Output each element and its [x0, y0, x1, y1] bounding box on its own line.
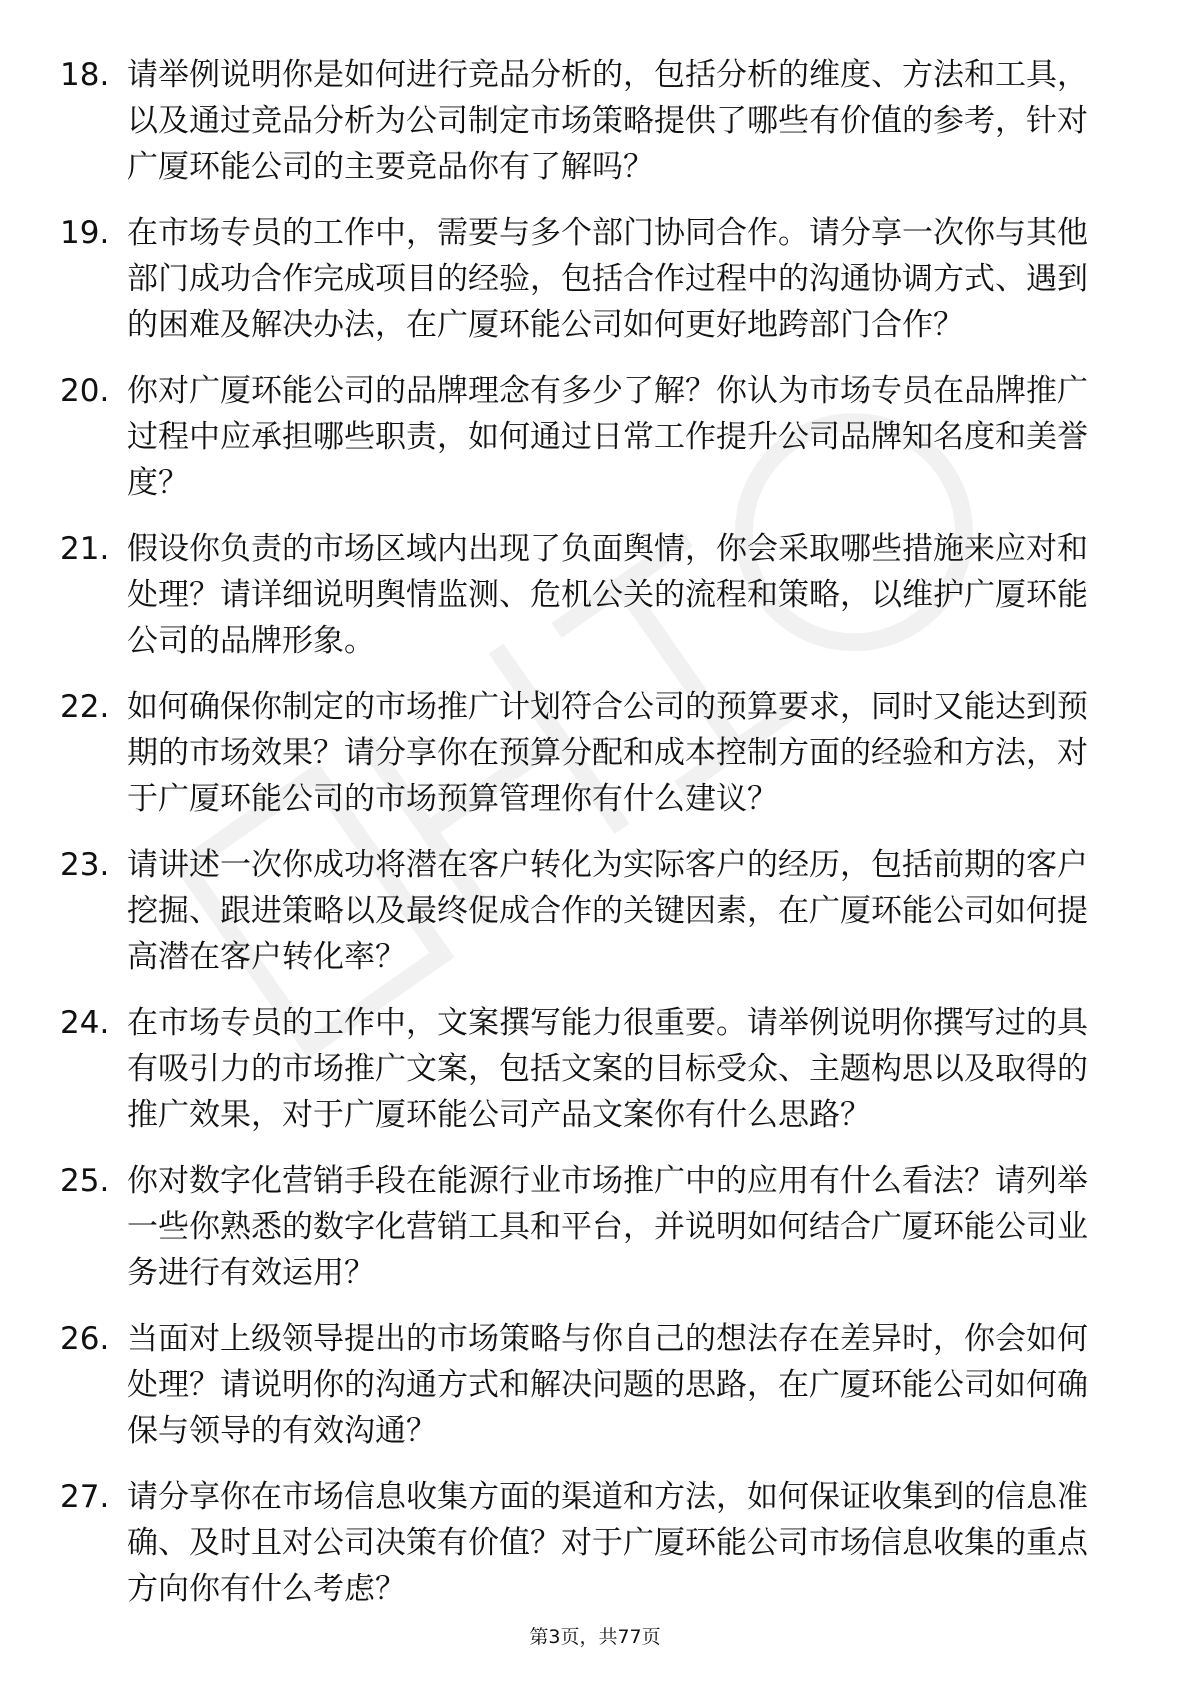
- question-list: [0, 52, 1190, 1632]
- list-item: [0, 210, 1190, 348]
- question-number: 27.: [60, 1479, 110, 1515]
- question-text: 请举例说明你是如何进行竞品分析的，包括分析的维度、方法和工具，以及通过竞品分析为公司制定市场策略提供了哪些有价值的参考，针对广厦环能公司的主要竞品你有了解吗？: [127, 57, 1088, 185]
- question-number: 21.: [60, 531, 110, 567]
- question-number: 22.: [60, 689, 110, 725]
- question-text: 当面对上级领导提出的市场策略与你自己的想法存在差异时，你会如何处理？请说明你的沟通方式和解决问题的思路，在广厦环能公司如何确保与领导的有效沟通？: [127, 1321, 1088, 1449]
- question-number: 23.: [60, 847, 110, 883]
- list-item: [0, 1316, 1190, 1454]
- question-text: 请分享你在市场信息收集方面的渠道和方法，如何保证收集到的信息准确、及时且对公司决策有价值？对于广厦环能公司市场信息收集的重点方向你有什么考虑？: [127, 1479, 1088, 1607]
- question-text: 假设你负责的市场区域内出现了负面舆情，你会采取哪些措施来应对和处理？请详细说明舆情监测、危机公关的流程和策略，以维护广厦环能公司的品牌形象。: [127, 531, 1088, 659]
- page-footer: 第3页，共77页: [529, 1626, 661, 1648]
- list-item: [0, 684, 1190, 822]
- question-text: 请讲述一次你成功将潜在客户转化为实际客户的经历，包括前期的客户挖掘、跟进策略以及最终促成合作的关键因素，在广厦环能公司如何提高潜在客户转化率？: [127, 847, 1088, 975]
- question-text: 如何确保你制定的市场推广计划符合公司的预算要求，同时又能达到预期的市场效果？请分享你在预算分配和成本控制方面的经验和方法，对于广厦环能公司的市场预算管理你有什么建议？: [127, 689, 1088, 817]
- list-item: [0, 368, 1190, 506]
- question-text: 你对广厦环能公司的品牌理念有多少了解？你认为市场专员在品牌推广过程中应承担哪些职责，如何通过日常工作提升公司品牌知名度和美誉度？: [127, 373, 1088, 501]
- list-item: [0, 1474, 1190, 1612]
- question-number: 25.: [60, 1163, 110, 1199]
- question-text: 在市场专员的工作中，需要与多个部门协同合作。请分享一次你与其他部门成功合作完成项目的经验，包括合作过程中的沟通协调方式、遇到的困难及解决办法，在广厦环能公司如何更好地跨部门合作？: [127, 215, 1088, 343]
- list-item: [0, 526, 1190, 664]
- question-number: 18.: [60, 57, 110, 93]
- list-item: [0, 52, 1190, 190]
- list-item: [0, 1158, 1190, 1296]
- question-text: 在市场专员的工作中，文案撰写能力很重要。请举例说明你撰写过的具有吸引力的市场推广文案，包括文案的目标受众、主题构思以及取得的推广效果，对于广厦环能公司产品文案你有什么思路？: [127, 1005, 1088, 1133]
- question-number: 24.: [60, 1005, 110, 1041]
- question-text: 你对数字化营销手段在能源行业市场推广中的应用有什么看法？请列举一些你熟悉的数字化营销工具和平台，并说明如何结合广厦环能公司业务进行有效运用？: [127, 1163, 1088, 1291]
- list-item: [0, 842, 1190, 980]
- list-item: [0, 1000, 1190, 1138]
- question-number: 20.: [60, 373, 110, 409]
- question-number: 26.: [60, 1321, 110, 1357]
- question-number: 19.: [60, 215, 110, 251]
